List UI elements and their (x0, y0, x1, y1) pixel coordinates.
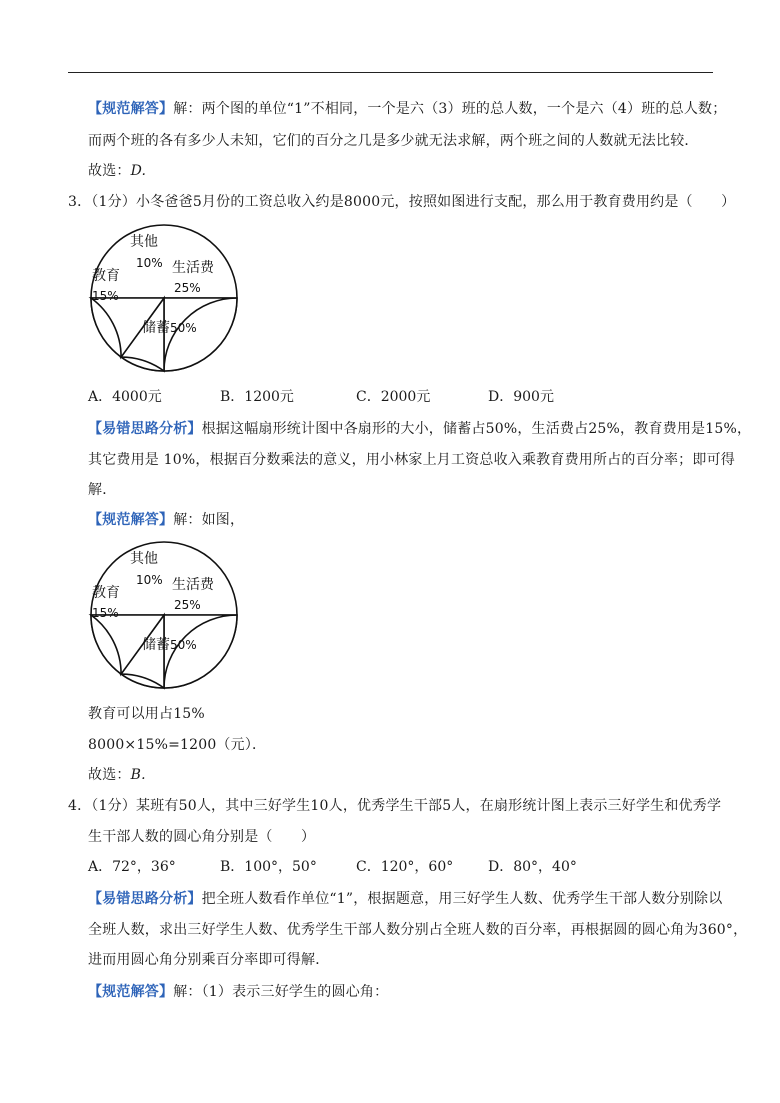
q4-solution-intro: 解：（1）表示三好学生的圆心角： (173, 984, 389, 1000)
analysis-tag: 【易错思路分析】 (88, 891, 202, 907)
q4-option-a[interactable]: A．72°，36° (88, 859, 176, 875)
prev-solution-text-1: 解：两个图的单位“1”不相同，一个是六（3）班的总人数，一个是六（4）班的总人数； (173, 101, 727, 117)
pie-value-savings: 50% (170, 321, 197, 335)
solution-tag: 【规范解答】 (88, 101, 174, 117)
q3-analysis-text-2: 其它费用是 10%，根据百分数乘法的意义，用小林家上月工资总收入乘教育费用所占的百分率；即可得 (88, 452, 735, 468)
header-rule (68, 72, 713, 73)
pie-chart-q3 (88, 222, 240, 374)
pie-value-education: 15% (92, 289, 119, 303)
prev-answer (88, 162, 728, 180)
q3-analysis-text-1: 根据这幅扇形统计图中各扇形的大小，储蓄占50%，生活费占25%，教育费用是15%， (201, 421, 752, 437)
q3-option-b[interactable]: B．1200元 (220, 389, 294, 405)
q4-analysis-text-1: 把全班人数看作单位“1”，根据题意，用三好学生人数、优秀学生干部人数分别除以 (201, 891, 723, 907)
q3-option-d[interactable]: D．900元 (488, 389, 554, 405)
q4-stem-1: 4．（1分）某班有50人，其中三好学生10人，优秀学生干部5人，在扇形统计图上表示三好学生和优秀学 (68, 798, 722, 814)
solution-tag: 【规范解答】 (88, 512, 174, 528)
pie-value-other: 10% (136, 256, 163, 270)
pie-value-living-expenses: 25% (174, 281, 201, 295)
q3-option-c[interactable]: C．2000元 (356, 389, 431, 405)
q4-analysis-text-3: 进而用圆心角分别乘百分率即可得解． (88, 952, 330, 968)
q4-option-d[interactable]: D．80°，40° (488, 859, 577, 875)
q4-option-c[interactable]: C．120°，60° (356, 859, 454, 875)
pie-label-living-expenses: 生活费 (172, 577, 214, 593)
q4-analysis-line-1 (88, 890, 728, 908)
analysis-tag: 【易错思路分析】 (88, 421, 202, 437)
pie-value-living-expenses: 25% (174, 598, 201, 612)
q4-analysis-text-2: 全班人数，求出三好学生人数、优秀学生干部人数分别占全班人数的百分率，再根据圆的圆心角为360°， (88, 922, 748, 938)
q3-option-a[interactable]: A．4000元 (88, 389, 162, 405)
pie-value-savings: 50% (170, 638, 197, 652)
pie-label-other: 其他 (130, 551, 158, 567)
q3-solution-text-2: 8000×15%=1200（元）． (88, 737, 267, 753)
pie-value-education: 15% (92, 606, 119, 620)
pie-value-other: 10% (136, 573, 163, 587)
pie-label-other: 其他 (130, 234, 158, 250)
answer-value: D. (130, 163, 147, 179)
q3-solution-text-1: 教育可以用占15% (88, 706, 205, 722)
pie-label-education: 教育 (92, 585, 120, 601)
pie-label-savings: 储蓄 (142, 637, 170, 653)
pie-chart-q3-solution (88, 539, 240, 691)
pie-label-savings: 储蓄 (142, 320, 170, 336)
answer-value: B. (130, 767, 146, 783)
pie-label-living-expenses: 生活费 (172, 260, 214, 276)
q3-solution-intro: 解：如图， (173, 512, 245, 528)
q3-solution-line (88, 511, 728, 529)
answer-prefix: 故选： (88, 767, 131, 783)
q4-stem-2: 生干部人数的圆心角分别是（ ） (88, 829, 316, 845)
q3-analysis-text-3: 解． (88, 482, 117, 498)
q4-option-b[interactable]: B．100°，50° (220, 859, 317, 875)
q3-analysis-line-1 (88, 420, 752, 438)
pie-label-education: 教育 (92, 268, 120, 284)
q3-stem: 3．（1分）小冬爸爸5月份的工资总收入约是8000元，按照如图进行支配，那么用于教育费用约是（ ） (68, 194, 736, 210)
q3-answer (88, 766, 728, 784)
solution-tag: 【规范解答】 (88, 984, 174, 1000)
answer-prefix: 故选： (88, 163, 131, 179)
prev-solution-line-1 (88, 100, 728, 118)
q4-solution-line (88, 983, 728, 1001)
prev-solution-text-2: 而两个班的各有多少人未知，它们的百分之几是多少就无法求解，两个班之间的人数就无法比较． (88, 133, 699, 149)
